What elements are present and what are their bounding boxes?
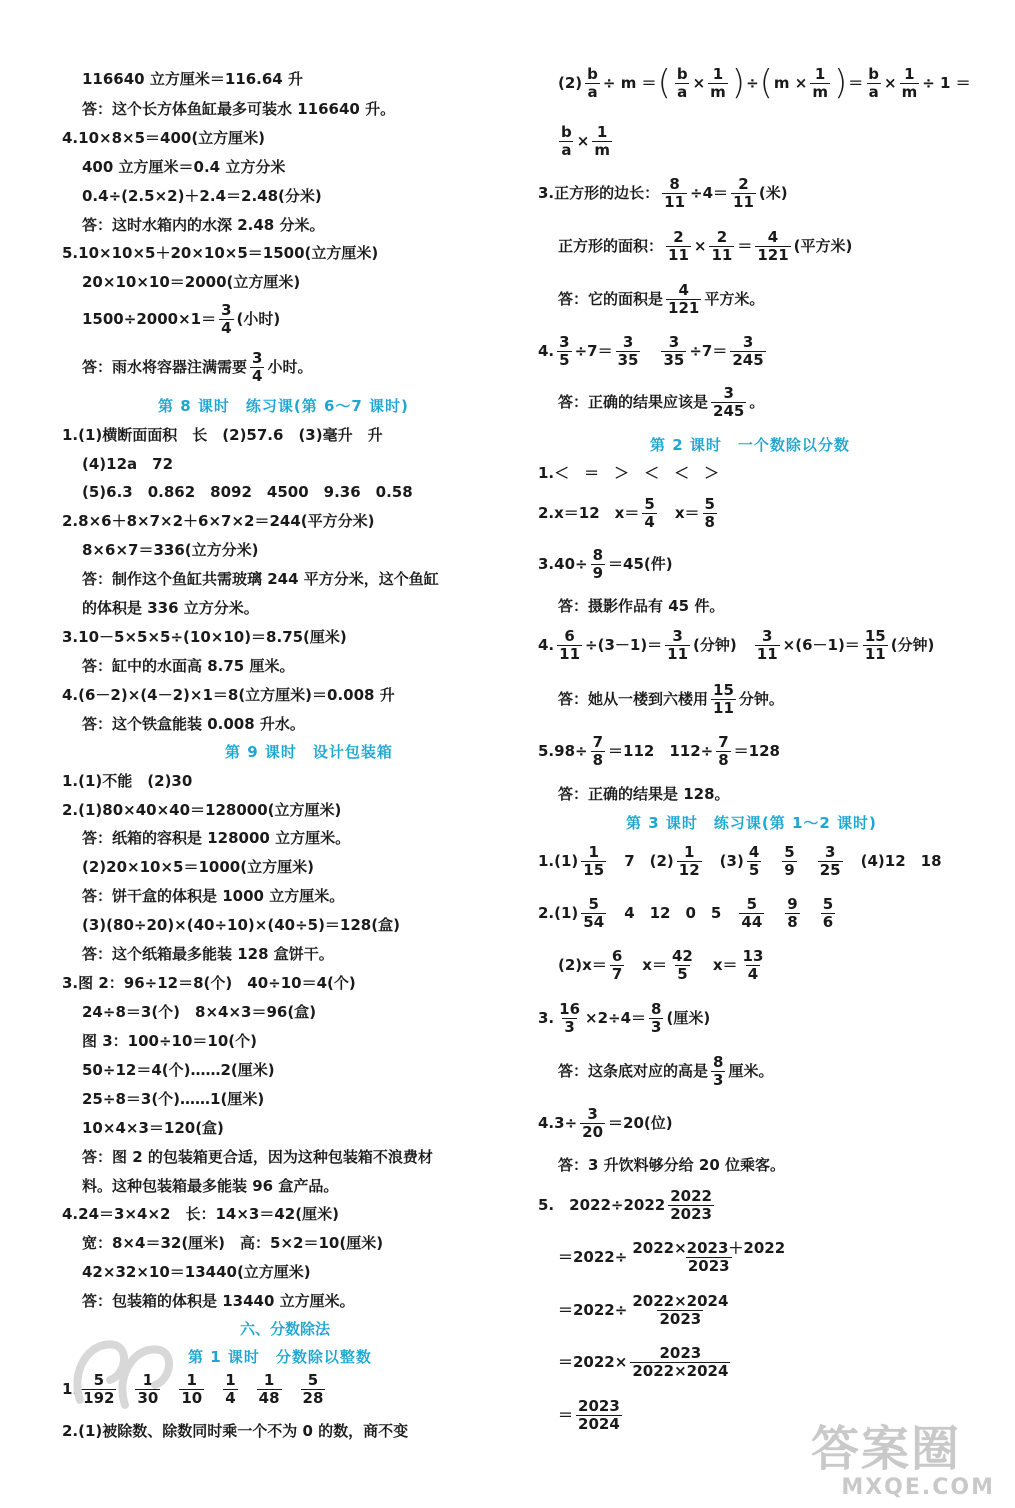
- fraction: 4 121: [757, 228, 789, 264]
- text-line: 答：图 2 的包装箱更合适，因为这种包装箱不浪费材: [82, 1148, 433, 1166]
- text-line: 图 3：100÷10＝10(个): [82, 1032, 257, 1050]
- fraction: $\frac{b}{a}$: [868, 65, 879, 101]
- fraction: 3 11: [667, 627, 689, 663]
- math-line: ＝2022÷ $\frac{2022\times 2023+2022}{2023}$: [558, 1239, 786, 1275]
- math-line: 1.(1) 1 15 7 (2) 1 12 (3) 4 5 5 9 3 25 (4)12 18: [538, 843, 942, 879]
- fraction: $\frac{b}{a}$: [561, 123, 572, 159]
- fraction: 4 5: [748, 843, 760, 879]
- math-line: (2)x＝ 6 7 x＝ 42 5 x＝ 13 4: [558, 947, 764, 983]
- section-heading: 第 2 课时 一个数除以分数: [650, 436, 850, 454]
- text-line: (2)20×10×5＝1000(立方厘米): [82, 858, 314, 876]
- fraction: 3 245: [732, 333, 764, 369]
- fraction: 1 30: [137, 1371, 159, 1407]
- fraction: 3 25: [819, 843, 841, 879]
- fraction: $\frac{8}{11}$: [664, 175, 686, 211]
- text-line: 宽：8×4＝32(厘米) 高：5×2＝10(厘米): [82, 1234, 384, 1252]
- fraction: $\frac{1}{m}$: [812, 65, 828, 101]
- fraction: 1 48: [258, 1371, 280, 1407]
- text-line: (5)6.3 0.862 8092 4500 9.36 0.58: [82, 483, 413, 501]
- fraction: 4 121: [668, 281, 700, 317]
- text-line: 2.(1)80×40×40＝128000(立方厘米): [62, 801, 342, 819]
- text-line: (3)(80÷20)×(40÷10)×(40÷5)＝128(盒): [82, 916, 400, 934]
- text-line: 答：缸中的水面高 8.75 厘米。: [82, 657, 295, 675]
- fraction: $\frac{3}{20}$: [582, 1105, 604, 1141]
- section-heading: 第 3 课时 练习课(第 1～2 课时): [626, 814, 877, 832]
- fraction: 5 28: [302, 1371, 324, 1407]
- fraction: 3 4: [221, 301, 232, 337]
- fraction: 5 54: [583, 895, 605, 931]
- text-line: 答：3 升饮料够分给 20 位乘客。: [558, 1156, 785, 1174]
- watermark: [811, 1410, 1001, 1500]
- fraction: $\frac{16}{3}$: [559, 1000, 581, 1036]
- fraction: $\frac{1}{m}$: [594, 123, 610, 159]
- math-line: 答：它的面积是 4 121 平方米。: [558, 281, 765, 317]
- fraction: $\frac{2023}{2022\times 2024}$: [632, 1344, 729, 1380]
- fraction: $\frac{1}{m}$: [901, 65, 918, 101]
- text-line: 的体积是 336 立方分米。: [82, 599, 259, 617]
- section-heading: 第 8 课时 练习课(第 6～7 课时): [158, 397, 409, 415]
- fraction: 1 4: [225, 1371, 236, 1407]
- fraction: 2 11: [733, 175, 754, 211]
- text-line: 答：这个铁盒能装 0.008 升水。: [82, 715, 305, 733]
- math-line: $\frac{b}{a}$ × $\frac{1}{m}$: [561, 123, 610, 159]
- fraction: 5 44: [741, 895, 763, 931]
- text-line: 1.＜ ＝ ＞ ＜ ＜ ＞: [538, 464, 720, 482]
- fraction: 5 4: [644, 495, 655, 531]
- fraction: $\frac{8}{9}$: [592, 546, 604, 582]
- text-line: 20×10×10＝2000(立方厘米): [82, 273, 301, 291]
- fraction: $\frac{2022\times 2024}{2023}$: [632, 1292, 729, 1328]
- math-line: 3.正方形的边长： $\frac{8}{11}$ ÷4＝ 2 11 (米): [538, 175, 788, 211]
- text-line: (4)12a 72: [82, 455, 174, 473]
- fraction: $\frac{7}{8}$: [592, 733, 604, 769]
- fraction: 5 6: [822, 895, 834, 931]
- fraction: 5 192: [83, 1371, 115, 1407]
- text-line: 1500÷2000×1＝ 3 4 (小时): [82, 301, 281, 337]
- math-line: 4.3÷ $\frac{3}{20}$ ＝20(位): [538, 1105, 673, 1141]
- text-line: 5.10×10×5＋20×10×5＝1500(立方厘米): [62, 244, 379, 262]
- fraction: $\frac{b}{a}$: [676, 65, 688, 101]
- fraction: 5 9: [784, 843, 795, 879]
- math-line: ＝2022× $\frac{2023}{2022\times 2024}$: [558, 1344, 729, 1380]
- math-line: 答：这条底对应的高是 8 3 厘米。: [558, 1053, 774, 1089]
- fraction: 3 4: [252, 349, 263, 385]
- fraction: 42 5: [671, 947, 693, 983]
- math-line: 3.40÷ $\frac{8}{9}$ ＝45(件): [538, 546, 673, 582]
- text-line: 1.(1)横断面面积 长 (2)57.6 (3)毫升 升: [62, 426, 383, 444]
- text-line: 0.4÷(2.5×2)＋2.4＝2.48(分米): [82, 187, 322, 205]
- fraction: 15 11: [713, 681, 734, 717]
- decorative-swirl-graphic: [70, 1330, 180, 1420]
- text-line: 料。这种包装箱最多能装 96 盒产品。: [82, 1177, 339, 1195]
- fraction: 1 12: [678, 843, 700, 879]
- text-line: 答：正确的结果是 128。: [558, 785, 730, 803]
- fraction: 6 7: [611, 947, 623, 983]
- text-line: 42×32×10＝13440(立方厘米): [82, 1263, 311, 1281]
- fraction: 2023 2024: [578, 1397, 620, 1433]
- math-line: (2) $\frac{b}{a}$ ÷ m ＝ ( $\frac{b}{a}$ × $\frac{1}{m}$ ) ÷ ( m × $\frac{1}{m}$ ) ＝ $\frac{b}{a}$ × $\frac{1}{m}$ ÷ 1 ＝: [558, 63, 971, 103]
- text-line: 3.10－5×5×5÷(10×10)＝8.75(厘米): [62, 628, 347, 646]
- fraction: 3 35: [617, 333, 639, 369]
- math-line: 答：她从一楼到六楼用 15 11 分钟。: [558, 681, 784, 717]
- fraction: $\frac{7}{8}$: [718, 733, 729, 769]
- fraction: $\frac{b}{a}$: [587, 65, 598, 101]
- text-line: 25÷8＝3(个)……1(厘米): [82, 1090, 265, 1108]
- watermark-url: MXQE.COM: [841, 1475, 995, 1500]
- text-line: 答：这个长方体鱼缸最多可装水 116640 升。: [82, 100, 396, 118]
- fraction: 9 8: [787, 895, 798, 931]
- fraction: $\frac{3}{5}$: [559, 333, 570, 369]
- text-line: 答：饼干盒的体积是 1000 立方厘米。: [82, 887, 345, 905]
- text-line: 答：纸箱的容积是 128000 立方厘米。: [82, 829, 351, 847]
- chapter-heading: 六、分数除法: [240, 1320, 331, 1338]
- fraction: 5 8: [704, 495, 715, 531]
- text-line: 3.图 2：96÷12＝8(个) 40÷10＝4(个): [62, 974, 356, 992]
- section-heading: 第 1 课时 分数除以整数: [188, 1348, 372, 1366]
- text-line: 24÷8＝3(个) 8×4×3＝96(盒): [82, 1003, 317, 1021]
- fraction: 3 245: [713, 384, 745, 420]
- math-line: ＝ 2023 2024: [558, 1397, 620, 1433]
- text-line: 4.24＝3×4×2 长：14×3＝42(厘米): [62, 1205, 339, 1223]
- text-line: 答：包装箱的体积是 13440 立方厘米。: [82, 1292, 355, 1310]
- fraction-row: 1. 5 192 1 30 1 10 1 4 1 48 5 28: [62, 1371, 324, 1407]
- text-line: 116640 立方厘米＝116.64 升: [82, 70, 303, 88]
- fraction: $\frac{2022\times 2023+2022}{2023}$: [632, 1239, 786, 1275]
- text-line: 4.10×8×5＝400(立方厘米): [62, 129, 266, 147]
- fraction: $\frac{2}{11}$: [668, 228, 689, 264]
- fraction: 13 4: [742, 947, 764, 983]
- math-line: 2.(1) 5 54 4 12 0 5 5 44 9 8 5 6: [538, 895, 834, 931]
- fraction: $\frac{3}{11}$: [756, 627, 778, 663]
- text-line: 1.(1)不能 (2)30: [62, 772, 193, 790]
- fraction: $\frac{1}{m}$: [710, 65, 726, 101]
- math-line: 2.x＝12 x＝ 5 4 x＝ 5 8: [538, 495, 715, 531]
- watermark-logo: 答案圈: [811, 1421, 962, 1477]
- text-line: 10×4×3＝120(盒): [82, 1119, 224, 1137]
- math-line: 正方形的面积： $\frac{2}{11}$ × $\frac{2}{11}$ ＝ 4 121 (平方米): [558, 228, 853, 264]
- fraction: 8 3: [651, 1000, 662, 1036]
- fraction: 2022 2023: [670, 1187, 712, 1223]
- text-line: 答：雨水将容器注满需要 3 4 小时。: [82, 349, 313, 385]
- math-line: 4. $\frac{3}{5}$ ÷7＝ 3 35 $\frac{3}{35}$ ÷7＝ 3 245: [538, 333, 764, 369]
- fraction: $\frac{6}{11}$: [559, 627, 581, 663]
- text-line: 400 立方厘米＝0.4 立方分米: [82, 158, 286, 176]
- text-line: 50÷12＝4(个)……2(厘米): [82, 1061, 275, 1079]
- math-line: 5. 2022÷2022 2022 2023: [538, 1187, 712, 1223]
- fraction: 15 11: [864, 627, 886, 663]
- text-line: 答：制作这个鱼缸共需玻璃 244 平方分米，这个鱼缸: [82, 570, 439, 588]
- math-line: 4. $\frac{6}{11}$ ÷(3－1)＝ 3 11 (分钟) $\frac{3}{11}$ ×(6－1)＝ 15 11 (分钟): [538, 627, 935, 663]
- fraction: 8 3: [713, 1053, 724, 1089]
- text-line: 2.8×6＋8×7×2＋6×7×2＝244(平方分米): [62, 512, 375, 530]
- text-line: 2.(1)被除数、除数同时乘一个不为 0 的数，商不变: [62, 1422, 409, 1440]
- text-line: 答：摄影作品有 45 件。: [558, 597, 725, 615]
- fraction: 1 10: [181, 1371, 203, 1407]
- text-line: 答：这时水箱内的水深 2.48 分米。: [82, 216, 325, 234]
- text-line: 答：这个纸箱最多能装 128 盒饼干。: [82, 945, 334, 963]
- math-line: 3. $\frac{16}{3}$ ×2÷4＝ 8 3 (厘米): [538, 1000, 711, 1036]
- fraction: 1 15: [583, 843, 605, 879]
- section-heading: 第 9 课时 设计包装箱: [225, 743, 393, 761]
- math-line: 5.98÷ $\frac{7}{8}$ ＝112 112÷ $\frac{7}{8}$ ＝128: [538, 733, 780, 769]
- text-line: 8×6×7＝336(立方分米): [82, 541, 259, 559]
- fraction: $\frac{3}{35}$: [663, 333, 685, 369]
- text-line: 4.(6－2)×(4－2)×1＝8(立方厘米)＝0.008 升: [62, 686, 395, 704]
- math-line: ＝2022÷ $\frac{2022\times 2024}{2023}$: [558, 1292, 729, 1328]
- math-line: 答：正确的结果应该是 3 245 。: [558, 384, 765, 420]
- fraction: $\frac{2}{11}$: [711, 228, 733, 264]
